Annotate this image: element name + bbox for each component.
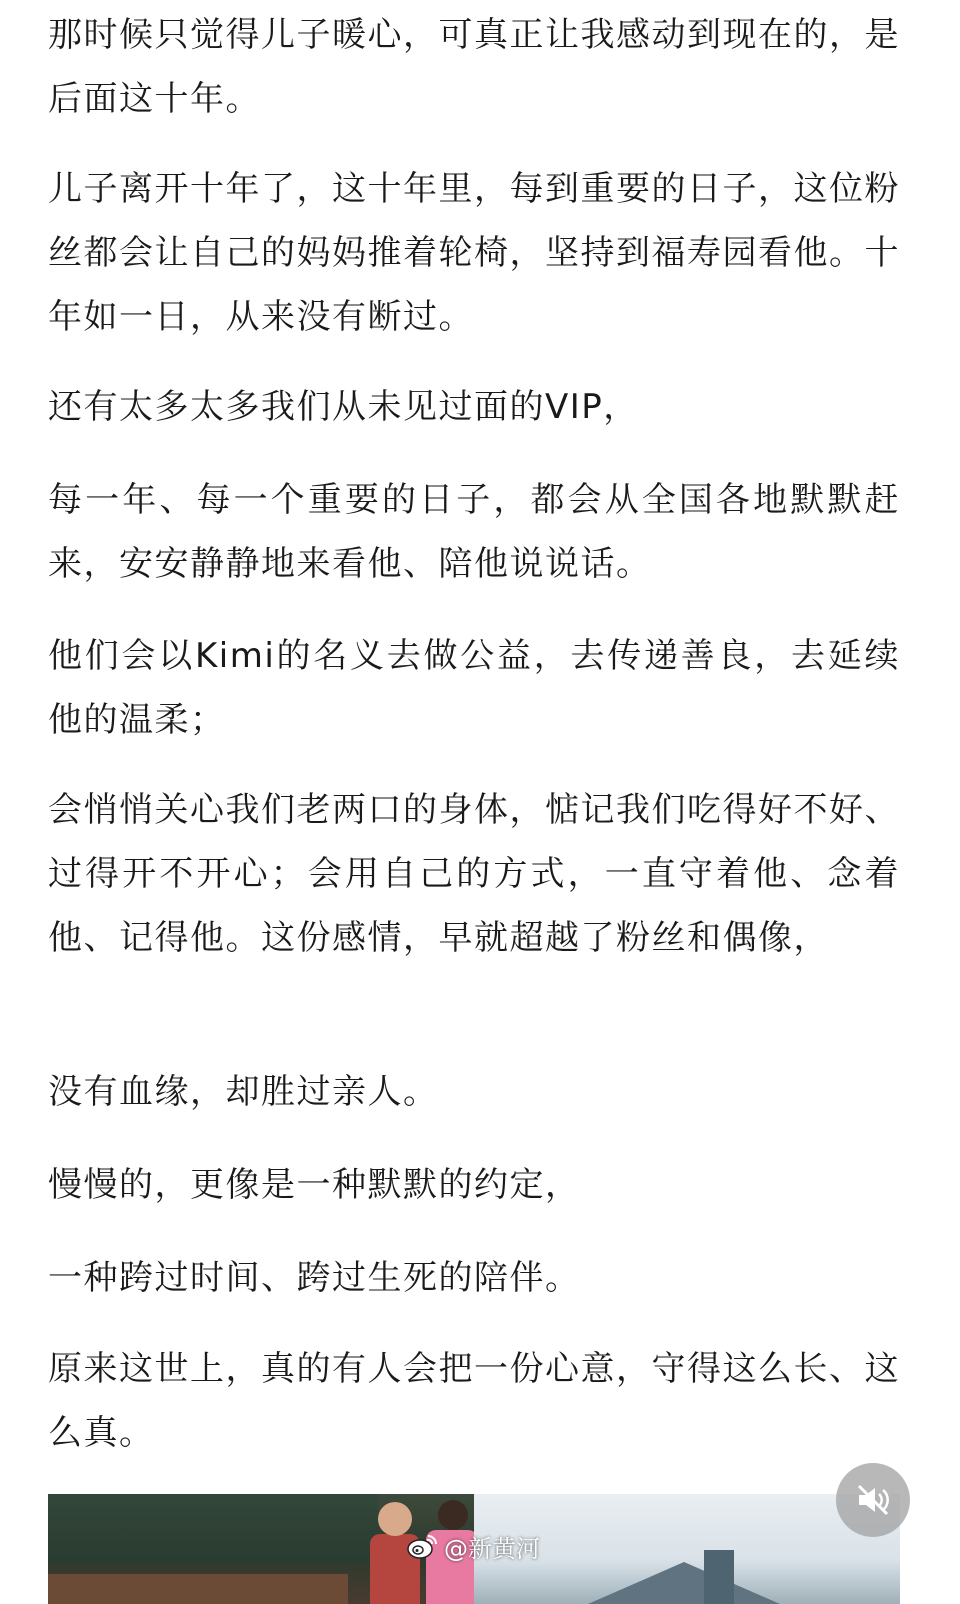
paragraph-9: 一种跨过时间、跨过生死的陪伴。 [48,1258,581,1298]
paragraph-8: 慢慢的，更像是一种默默的约定， [48,1165,581,1205]
paragraph-4: 每一年、每一个重要的日子，都会从全国各地默默赶来，安安静静地来看他、陪他说说话。 [48,480,900,584]
paragraph-5: 他们会以Kimi的名义去做公益，去传递善良，去延续他的温柔； [48,636,900,740]
paragraph-3: 还有太多太多我们从未见过面的VIP， [48,387,639,427]
paragraph-10: 原来这世上，真的有人会把一份心意，守得这么长、这么真。 [48,1349,900,1453]
blackboard [48,1494,378,1564]
desk [48,1574,348,1604]
weibo-logo-icon [406,1532,438,1560]
watermark-text: @新黄河 [444,1534,540,1563]
source-watermark [406,1528,540,1564]
mute-toggle-button[interactable] [836,1463,910,1537]
paragraph-6: 会悄悄关心我们老两口的身体，惦记我们吃得好不好、过得开不开心；会用自己的方式，一直守着他、念着他、记得他。这份感情，早就超越了粉丝和偶像， [48,790,900,958]
child-head [438,1500,468,1530]
paragraph-2: 儿子离开十年了，这十年里，每到重要的日子，这位粉丝都会让自己的妈妈推着轮椅，坚持到福寿园看他。十年如一日，从来没有断过。 [48,169,900,337]
paragraph-7: 没有血缘，却胜过亲人。 [48,1072,439,1112]
speaker-muted-icon [853,1480,893,1520]
building-roof [564,1562,804,1604]
building-tower [704,1550,734,1604]
paragraph-1: 那时候只觉得儿子暖心，可真正让我感动到现在的，是后面这十年。 [48,15,900,119]
